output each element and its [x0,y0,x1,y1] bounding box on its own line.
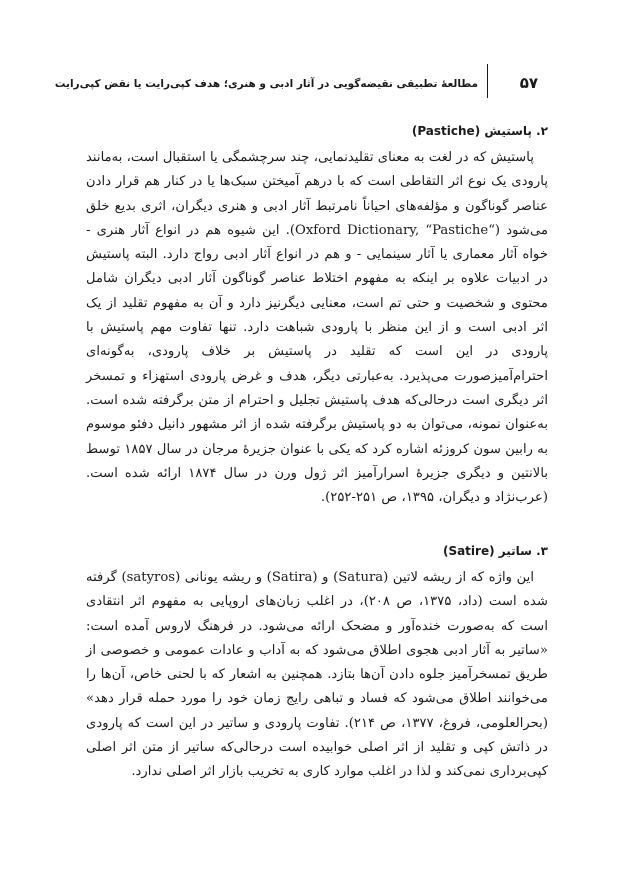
running-header-title: مطالعهٔ تطبیقی نقیضه‌گویی در آثار ادبی و هنری؛ هدف کپی‌رایت یا نقض کپی‌رایت [54,78,478,90]
section-satire [86,540,548,785]
section-pastiche [86,120,548,510]
section-heading: ۲. پاستیش (Pastiche) [411,124,548,138]
page-number: ۵۷ [519,74,538,92]
header-divider [487,64,488,98]
section-paragraph: این واژه که از ریشه لاتین (Satura) و (Satira) و ریشه یونانی (satyros) گرفته شده است (داد، ۱۳۷۵، ص ۲۰۸)، در اغلب زبان‌های اروپایی به مفهوم اثر انتقادی است که به‌صورت خنده‌آور و مضحک ارائه می‌شود. در فرهنگ لاروس آمده است: «ساتیر به آثار ادبی هجوی اطلاق می‌شود که به آداب و عادات عمومی و خصوصی از طریق تمسخرآمیز جلوه دادن آن‌ها بتازد. همچنین به اشعار که با لحنی خاص، آن‌ها را می‌خوانند اطلاق می‌شود که فساد و تباهی رایج زمان خود را مورد حمله قرار دهد» (بحرالعلومی، فروغ، ۱۳۷۷، ص ۲۱۴). تفاوت پارودی و ساتیر در این است که پارودی در ذاتش کپی و تقلید از اثر اصلی خوابیده است درحالی‌که ساتیر از متن اثر اصلی کپی‌برداری نمی‌کند و لذا در اغلب موارد کاری به تخریب بازار اثر اصلی ندارد. [86,570,548,780]
section-heading: ۳. ساتیر (Satire) [442,544,548,558]
section-paragraph: پاستیش که در لغت به معنای تقلیدنمایی، چند سرچشمگی یا استقبال است، به‌مانند پارودی یک نوع اثر التقاطی است که با درهم آمیختن سبک‌ها یا در کنار هم قرار دادن عناصر گوناگون و مؤلفه‌های احیاناً نامرتبط آثار ادبی و هنری دیگران، اثری بدیع خلق می‌شود (“Oxford Dictionary, “Pastiche). این شیوه هم در انواع آثار هنری - خواه آثار معماری یا آثار سینمایی - و هم در انواع آثار ادبی رواج دارد. البته پاستیش در ادبیات علاوه بر اینکه به مفهوم اختلاط عناصر گوناگون آثار ادبی دیگران شامل محتوی و شخصیت و حتی تم است، معنایی دیگرنیز دارد و آن به مفهوم تقلید از یک اثر ادبی است و از این منظر با پارودی شباهت دارد. تنها تفاوت مهم پاستیش با پارودی در این است که تقلید در پاستیش بر خلاف پارودی، به‌گونه‌ای احترام‌آمیزصورت می‌پذیرد. به‌عبارتی دیگر، هدف و غرض پارودی استهزاء و تمسخر اثر دیگری است درحالی‌که هدف پاستیش تجلیل و احترام از متن برگرفته شده است. به‌عنوان نمونه، می‌توان به دو پاستیش برگرفته شده از اثر مشهور دانیل دفئو موسوم به رابین سون کروزئه اشاره کرد که یکی با عنوان جزیرهٔ مرجان در سال ۱۸۵۷ توسط بالانتین و دیگری جزیرهٔ اسرارآمیز اثر ژول ورن در سال ۱۸۷۴ ارائه شده است. (عرب‌نژاد و دیگران، ۱۳۹۵، ص ۲۵۱-۲۵۲). [86,150,549,506]
running-header [54,64,548,92]
